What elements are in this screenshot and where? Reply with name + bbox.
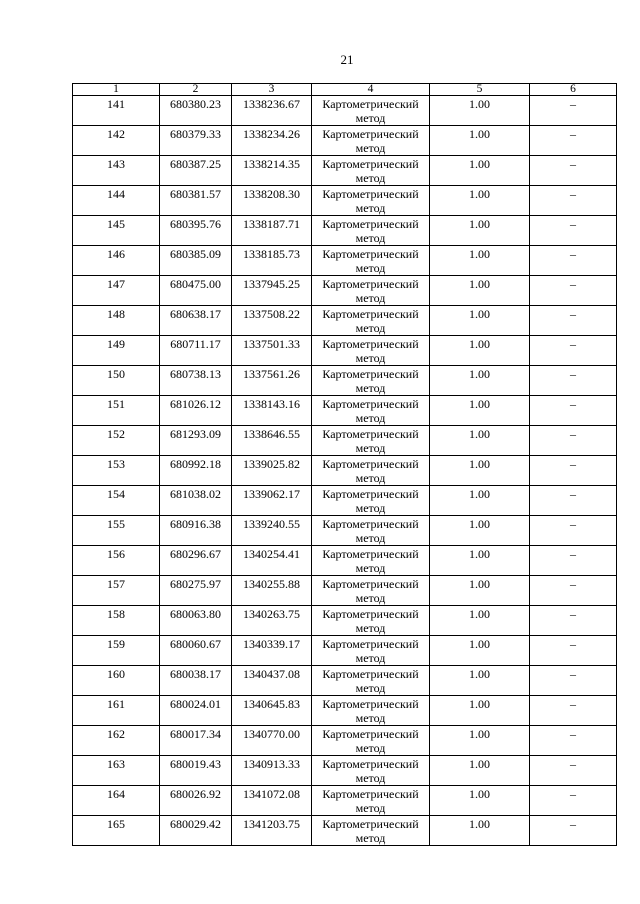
table-row xyxy=(73,486,617,516)
method-cell: Картометрический метод xyxy=(312,546,430,576)
note-cell: – xyxy=(530,126,617,156)
point-number-cell: 152 xyxy=(73,426,160,456)
table-row xyxy=(73,396,617,426)
point-number-cell: 158 xyxy=(73,606,160,636)
note-cell: – xyxy=(530,306,617,336)
y-coordinate-cell: 1337501.33 xyxy=(232,336,312,366)
point-number-cell: 150 xyxy=(73,366,160,396)
table-row xyxy=(73,336,617,366)
table-row xyxy=(73,126,617,156)
x-coordinate-cell: 680638.17 xyxy=(160,306,232,336)
note-cell: – xyxy=(530,606,617,636)
table-row xyxy=(73,786,617,816)
table-row xyxy=(73,636,617,666)
x-coordinate-cell: 680275.97 xyxy=(160,576,232,606)
accuracy-cell: 1.00 xyxy=(430,426,530,456)
y-coordinate-cell: 1340770.00 xyxy=(232,726,312,756)
header-col-4: 4 xyxy=(312,84,430,96)
note-cell: – xyxy=(530,426,617,456)
x-coordinate-cell: 680385.09 xyxy=(160,246,232,276)
coordinates-table xyxy=(72,83,617,846)
x-coordinate-cell: 680916.38 xyxy=(160,516,232,546)
point-number-cell: 160 xyxy=(73,666,160,696)
table-row xyxy=(73,246,617,276)
accuracy-cell: 1.00 xyxy=(430,276,530,306)
method-cell: Картометрический метод xyxy=(312,726,430,756)
point-number-cell: 147 xyxy=(73,276,160,306)
accuracy-cell: 1.00 xyxy=(430,156,530,186)
header-col-2: 2 xyxy=(160,84,232,96)
note-cell: – xyxy=(530,276,617,306)
point-number-cell: 149 xyxy=(73,336,160,366)
accuracy-cell: 1.00 xyxy=(430,306,530,336)
method-cell: Картометрический метод xyxy=(312,816,430,846)
point-number-cell: 143 xyxy=(73,156,160,186)
y-coordinate-cell: 1338187.71 xyxy=(232,216,312,246)
table-row xyxy=(73,426,617,456)
accuracy-cell: 1.00 xyxy=(430,126,530,156)
note-cell: – xyxy=(530,696,617,726)
method-cell: Картометрический метод xyxy=(312,516,430,546)
table-row xyxy=(73,276,617,306)
x-coordinate-cell: 680026.92 xyxy=(160,786,232,816)
y-coordinate-cell: 1337561.26 xyxy=(232,366,312,396)
header-col-1: 1 xyxy=(73,84,160,96)
method-cell: Картометрический метод xyxy=(312,456,430,486)
accuracy-cell: 1.00 xyxy=(430,636,530,666)
method-cell: Картометрический метод xyxy=(312,666,430,696)
note-cell: – xyxy=(530,636,617,666)
x-coordinate-cell: 680395.76 xyxy=(160,216,232,246)
point-number-cell: 161 xyxy=(73,696,160,726)
table-row xyxy=(73,726,617,756)
x-coordinate-cell: 680017.34 xyxy=(160,726,232,756)
table-row xyxy=(73,306,617,336)
method-cell: Картометрический метод xyxy=(312,636,430,666)
accuracy-cell: 1.00 xyxy=(430,336,530,366)
y-coordinate-cell: 1339062.17 xyxy=(232,486,312,516)
y-coordinate-cell: 1338646.55 xyxy=(232,426,312,456)
x-coordinate-cell: 680380.23 xyxy=(160,96,232,126)
method-cell: Картометрический метод xyxy=(312,696,430,726)
x-coordinate-cell: 680381.57 xyxy=(160,186,232,216)
note-cell: – xyxy=(530,756,617,786)
table-row xyxy=(73,546,617,576)
method-cell: Картометрический метод xyxy=(312,786,430,816)
point-number-cell: 162 xyxy=(73,726,160,756)
note-cell: – xyxy=(530,666,617,696)
table-row xyxy=(73,96,617,126)
note-cell: – xyxy=(530,516,617,546)
note-cell: – xyxy=(530,786,617,816)
point-number-cell: 163 xyxy=(73,756,160,786)
point-number-cell: 154 xyxy=(73,486,160,516)
table-row xyxy=(73,696,617,726)
y-coordinate-cell: 1338208.30 xyxy=(232,186,312,216)
accuracy-cell: 1.00 xyxy=(430,396,530,426)
header-col-6: 6 xyxy=(530,84,617,96)
note-cell: – xyxy=(530,216,617,246)
note-cell: – xyxy=(530,246,617,276)
point-number-cell: 145 xyxy=(73,216,160,246)
method-cell: Картометрический метод xyxy=(312,336,430,366)
x-coordinate-cell: 680387.25 xyxy=(160,156,232,186)
table-row xyxy=(73,576,617,606)
y-coordinate-cell: 1340255.88 xyxy=(232,576,312,606)
accuracy-cell: 1.00 xyxy=(430,756,530,786)
y-coordinate-cell: 1339025.82 xyxy=(232,456,312,486)
x-coordinate-cell: 680296.67 xyxy=(160,546,232,576)
y-coordinate-cell: 1338185.73 xyxy=(232,246,312,276)
accuracy-cell: 1.00 xyxy=(430,516,530,546)
x-coordinate-cell: 681293.09 xyxy=(160,426,232,456)
note-cell: – xyxy=(530,156,617,186)
accuracy-cell: 1.00 xyxy=(430,696,530,726)
table-row xyxy=(73,606,617,636)
method-cell: Картометрический метод xyxy=(312,306,430,336)
table-row xyxy=(73,756,617,786)
y-coordinate-cell: 1338236.67 xyxy=(232,96,312,126)
y-coordinate-cell: 1338234.26 xyxy=(232,126,312,156)
note-cell: – xyxy=(530,456,617,486)
table-row xyxy=(73,156,617,186)
accuracy-cell: 1.00 xyxy=(430,546,530,576)
note-cell: – xyxy=(530,576,617,606)
y-coordinate-cell: 1340645.83 xyxy=(232,696,312,726)
note-cell: – xyxy=(530,486,617,516)
header-col-5: 5 xyxy=(430,84,530,96)
accuracy-cell: 1.00 xyxy=(430,576,530,606)
method-cell: Картометрический метод xyxy=(312,96,430,126)
method-cell: Картометрический метод xyxy=(312,426,430,456)
y-coordinate-cell: 1337508.22 xyxy=(232,306,312,336)
accuracy-cell: 1.00 xyxy=(430,816,530,846)
accuracy-cell: 1.00 xyxy=(430,486,530,516)
method-cell: Картометрический метод xyxy=(312,576,430,606)
method-cell: Картометрический метод xyxy=(312,606,430,636)
y-coordinate-cell: 1341072.08 xyxy=(232,786,312,816)
table-row xyxy=(73,186,617,216)
method-cell: Картометрический метод xyxy=(312,396,430,426)
point-number-cell: 148 xyxy=(73,306,160,336)
y-coordinate-cell: 1340437.08 xyxy=(232,666,312,696)
x-coordinate-cell: 681038.02 xyxy=(160,486,232,516)
y-coordinate-cell: 1337945.25 xyxy=(232,276,312,306)
point-number-cell: 157 xyxy=(73,576,160,606)
x-coordinate-cell: 680475.00 xyxy=(160,276,232,306)
point-number-cell: 141 xyxy=(73,96,160,126)
x-coordinate-cell: 680711.17 xyxy=(160,336,232,366)
point-number-cell: 156 xyxy=(73,546,160,576)
note-cell: – xyxy=(530,546,617,576)
note-cell: – xyxy=(530,186,617,216)
x-coordinate-cell: 680038.17 xyxy=(160,666,232,696)
x-coordinate-cell: 680060.67 xyxy=(160,636,232,666)
x-coordinate-cell: 680019.43 xyxy=(160,756,232,786)
table-row xyxy=(73,816,617,846)
point-number-cell: 164 xyxy=(73,786,160,816)
x-coordinate-cell: 680063.80 xyxy=(160,606,232,636)
accuracy-cell: 1.00 xyxy=(430,216,530,246)
table-row xyxy=(73,456,617,486)
note-cell: – xyxy=(530,366,617,396)
table-row xyxy=(73,666,617,696)
page-number: 21 xyxy=(340,52,354,67)
point-number-cell: 142 xyxy=(73,126,160,156)
method-cell: Картометрический метод xyxy=(312,186,430,216)
x-coordinate-cell: 681026.12 xyxy=(160,396,232,426)
x-coordinate-cell: 680738.13 xyxy=(160,366,232,396)
table-body xyxy=(73,96,617,846)
header-col-3: 3 xyxy=(232,84,312,96)
accuracy-cell: 1.00 xyxy=(430,456,530,486)
point-number-cell: 144 xyxy=(73,186,160,216)
note-cell: – xyxy=(530,816,617,846)
y-coordinate-cell: 1341203.75 xyxy=(232,816,312,846)
x-coordinate-cell: 680379.33 xyxy=(160,126,232,156)
table-row xyxy=(73,366,617,396)
y-coordinate-cell: 1340913.33 xyxy=(232,756,312,786)
point-number-cell: 151 xyxy=(73,396,160,426)
note-cell: – xyxy=(530,336,617,366)
accuracy-cell: 1.00 xyxy=(430,786,530,816)
note-cell: – xyxy=(530,96,617,126)
y-coordinate-cell: 1338143.16 xyxy=(232,396,312,426)
table-row xyxy=(73,216,617,246)
method-cell: Картометрический метод xyxy=(312,366,430,396)
x-coordinate-cell: 680024.01 xyxy=(160,696,232,726)
method-cell: Картометрический метод xyxy=(312,756,430,786)
method-cell: Картометрический метод xyxy=(312,156,430,186)
note-cell: – xyxy=(530,726,617,756)
method-cell: Картометрический метод xyxy=(312,486,430,516)
accuracy-cell: 1.00 xyxy=(430,666,530,696)
method-cell: Картометрический метод xyxy=(312,276,430,306)
y-coordinate-cell: 1338214.35 xyxy=(232,156,312,186)
accuracy-cell: 1.00 xyxy=(430,96,530,126)
table-row xyxy=(73,516,617,546)
accuracy-cell: 1.00 xyxy=(430,366,530,396)
header-row xyxy=(73,84,617,96)
point-number-cell: 159 xyxy=(73,636,160,666)
accuracy-cell: 1.00 xyxy=(430,186,530,216)
accuracy-cell: 1.00 xyxy=(430,606,530,636)
y-coordinate-cell: 1339240.55 xyxy=(232,516,312,546)
x-coordinate-cell: 680029.42 xyxy=(160,816,232,846)
accuracy-cell: 1.00 xyxy=(430,246,530,276)
x-coordinate-cell: 680992.18 xyxy=(160,456,232,486)
y-coordinate-cell: 1340339.17 xyxy=(232,636,312,666)
method-cell: Картометрический метод xyxy=(312,246,430,276)
point-number-cell: 146 xyxy=(73,246,160,276)
point-number-cell: 153 xyxy=(73,456,160,486)
y-coordinate-cell: 1340254.41 xyxy=(232,546,312,576)
method-cell: Картометрический метод xyxy=(312,216,430,246)
note-cell: – xyxy=(530,396,617,426)
point-number-cell: 155 xyxy=(73,516,160,546)
accuracy-cell: 1.00 xyxy=(430,726,530,756)
y-coordinate-cell: 1340263.75 xyxy=(232,606,312,636)
method-cell: Картометрический метод xyxy=(312,126,430,156)
point-number-cell: 165 xyxy=(73,816,160,846)
